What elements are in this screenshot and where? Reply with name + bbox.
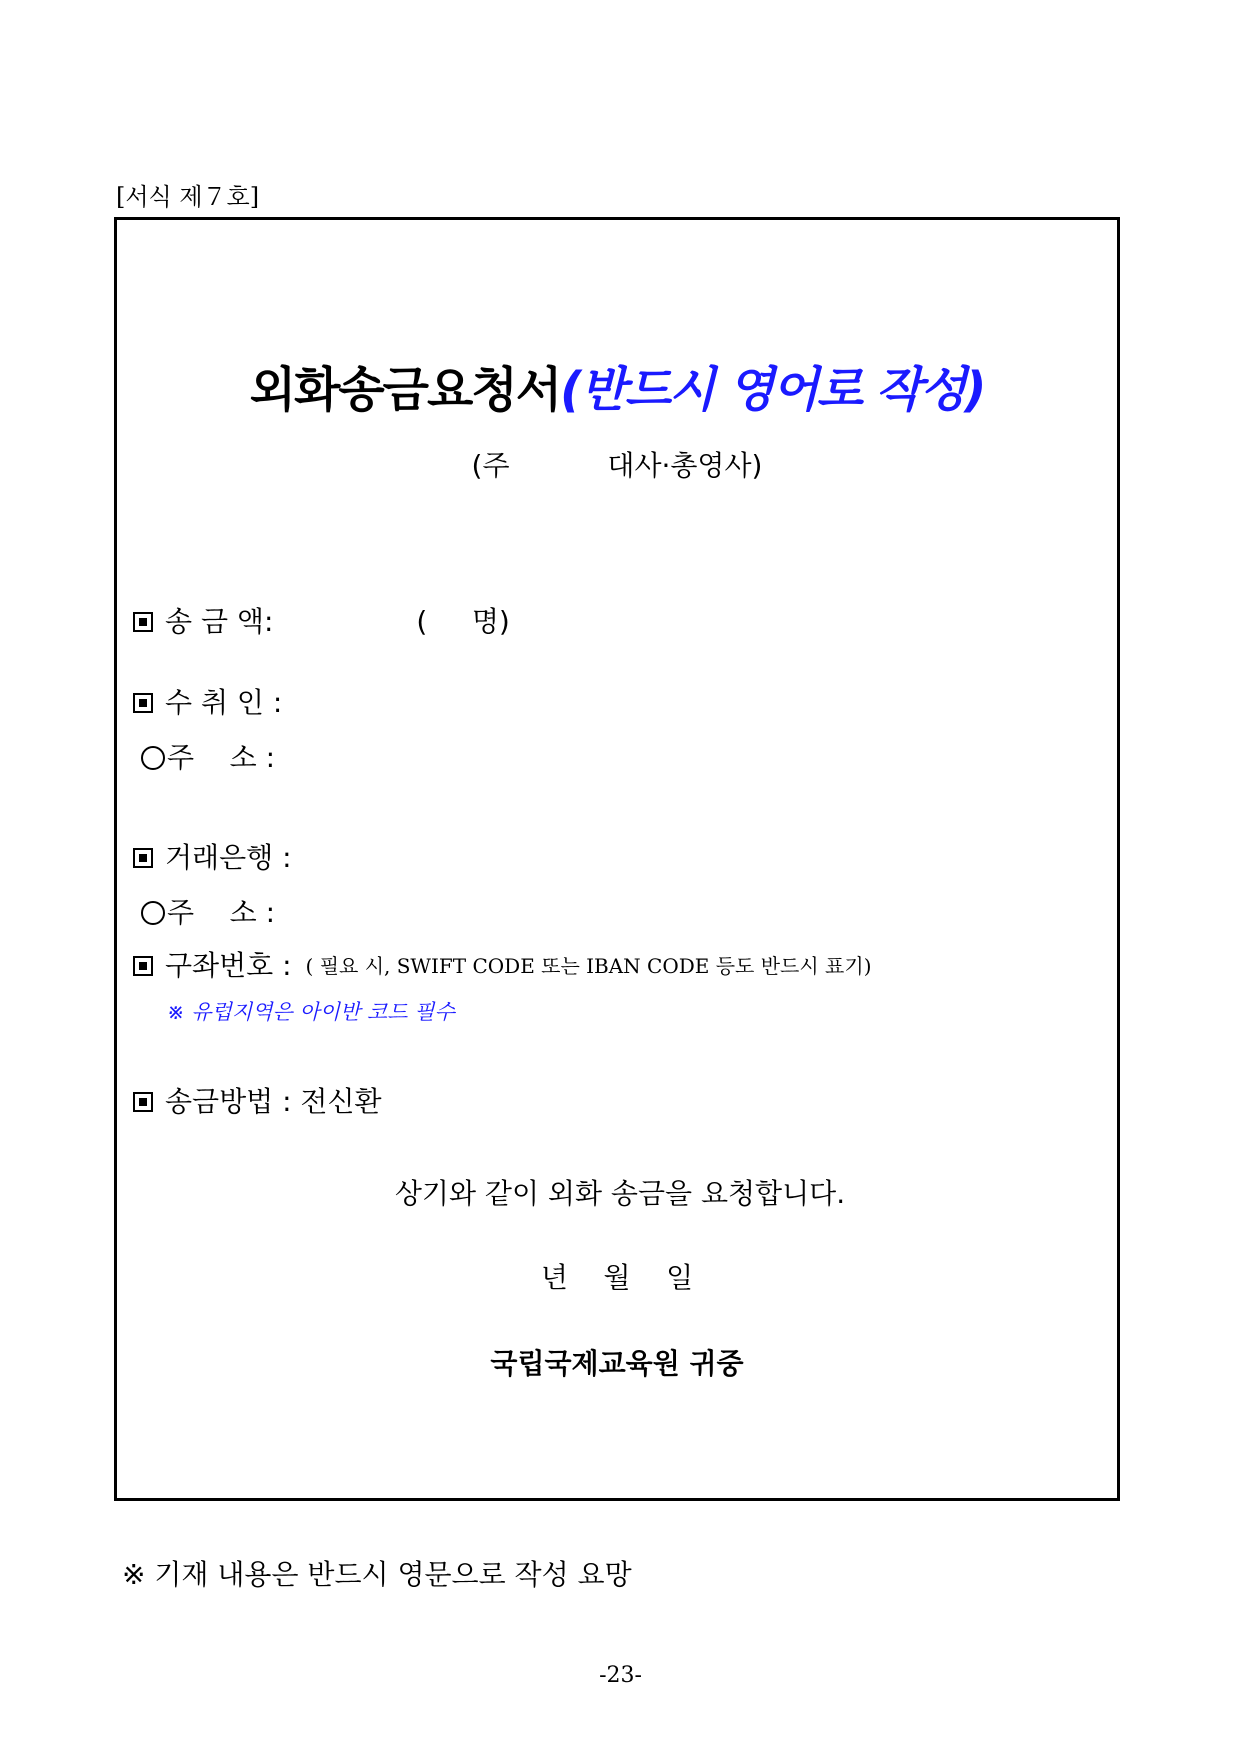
square-bullet-icon bbox=[133, 612, 153, 632]
form-box bbox=[114, 217, 1120, 1501]
field-bank bbox=[131, 840, 292, 876]
field-amount-suffix: ( 명) bbox=[416, 605, 510, 638]
field-account-note: ( 필요 시, SWIFT CODE 또는 IBAN CODE 등도 반드시 표기) bbox=[305, 954, 872, 978]
field-method-label: 송금방법 : 전신환 bbox=[165, 1085, 382, 1118]
field-payee bbox=[131, 685, 282, 721]
addressee: 국립국제교육원 귀중 bbox=[490, 1347, 744, 1380]
europe-iban-note: ※ 유럽지역은 아이반 코드 필수 bbox=[167, 1000, 455, 1024]
embassy-line: (주 대사·총영사) bbox=[471, 449, 763, 482]
form-title bbox=[117, 360, 1117, 420]
field-amount-label: 송 금 액: bbox=[165, 605, 274, 638]
field-amount bbox=[131, 604, 510, 640]
square-bullet-icon bbox=[133, 693, 153, 713]
field-account-label: 구좌번호 : bbox=[165, 949, 292, 982]
circle-bullet-icon bbox=[141, 901, 165, 925]
field-payee-address bbox=[131, 740, 275, 776]
request-statement: 상기와 같이 외화 송금을 요청합니다. bbox=[394, 1177, 846, 1210]
form-title-main: 외화송금요청서 bbox=[249, 362, 561, 418]
field-payee-label: 수 취 인 : bbox=[165, 686, 283, 719]
field-account bbox=[131, 948, 872, 984]
field-bank-address bbox=[131, 895, 275, 931]
square-bullet-icon bbox=[133, 848, 153, 868]
field-bank-address-label: 주 소 : bbox=[167, 896, 276, 929]
circle-bullet-icon bbox=[141, 746, 165, 770]
page-number: -23- bbox=[599, 1663, 642, 1688]
date-line: 년 월 일 bbox=[540, 1261, 694, 1294]
square-bullet-icon bbox=[133, 956, 153, 976]
field-payee-address-label: 주 소 : bbox=[167, 741, 276, 774]
field-bank-label: 거래은행 : bbox=[165, 841, 292, 874]
square-bullet-icon bbox=[133, 1092, 153, 1112]
field-method bbox=[131, 1084, 382, 1120]
form-title-note: (반드시 영어로 작성) bbox=[560, 362, 985, 418]
form-number: [서식 제７호] bbox=[116, 183, 260, 211]
footer-note: ※ 기재 내용은 반드시 영문으로 작성 요망 bbox=[122, 1558, 632, 1591]
